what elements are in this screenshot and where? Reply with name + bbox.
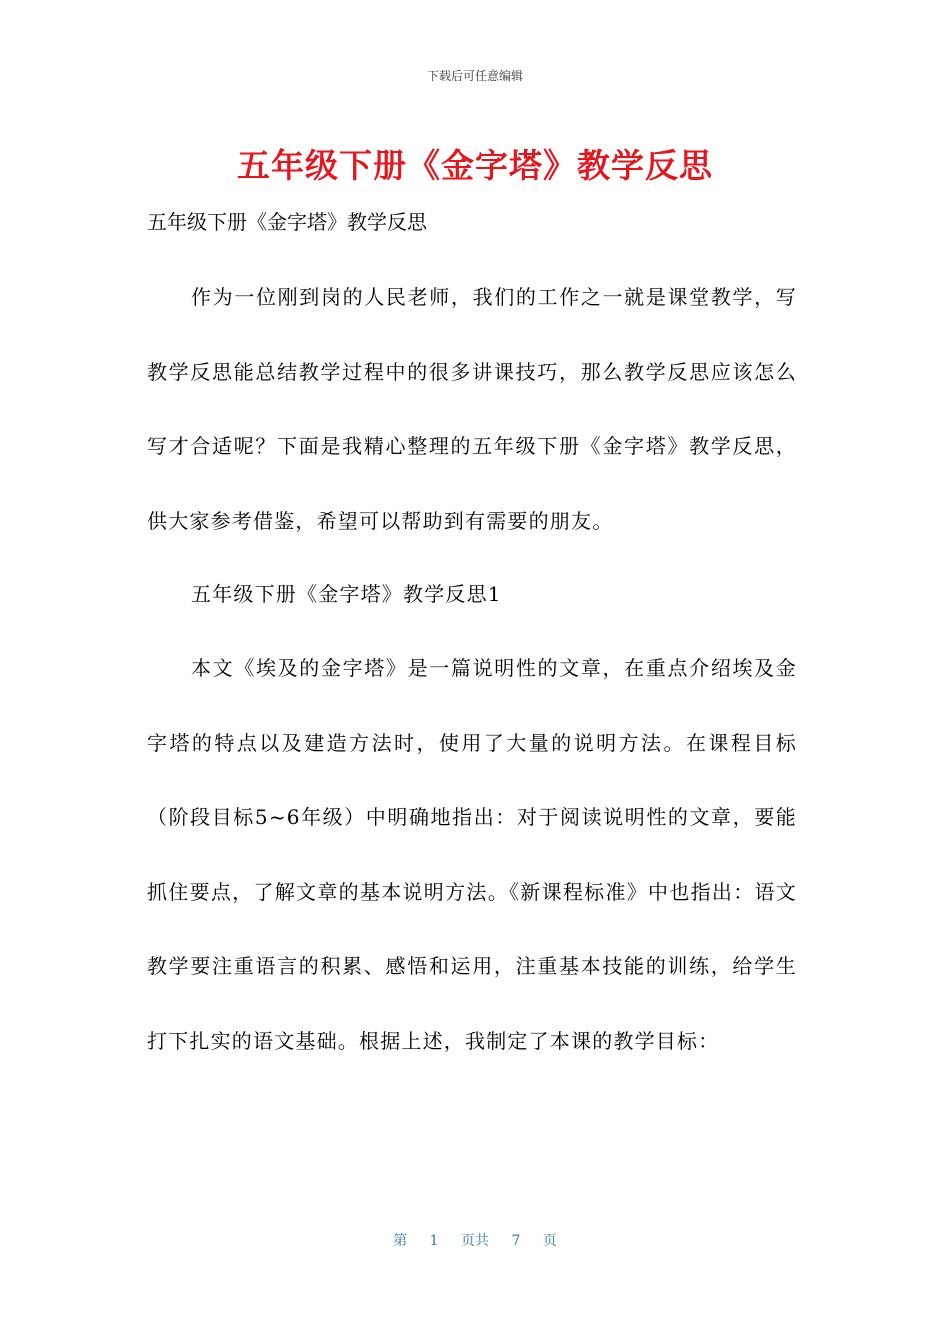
body-paragraph: 本文《埃及的金字塔》是一篇说明性的文章，在重点介绍埃及金字塔的特点以及建造方法时，使用了大量的说明方法。在课程目标（阶段目标5~6年级）中明确地指出：对于阅读说明性的文章，要能抓住要点，了解文章的基本说明方法。《新课程标准》中也指出：语文教学要注重语言的积累、感悟和运用，注重基本技能的训练，给学生打下扎实的语文基础。根据上述，我制定了本课的教学目标： <box>147 656 797 1053</box>
footer-page-suffix: 页 <box>542 1233 557 1249</box>
document-title: 五年级下册《金字塔》教学反思 <box>237 146 713 185</box>
document-subtitle: 五年级下册《金字塔》教学反思 <box>147 210 427 234</box>
section-heading: 五年级下册《金字塔》教学反思1 <box>191 582 502 606</box>
header-note: 下载后可任意编辑 <box>426 69 523 83</box>
intro-paragraph: 作为一位刚到岗的人民老师，我们的工作之一就是课堂教学，写教学反思能总结教学过程中的很多讲课技巧，那么教学反思应该怎么写才合适呢？下面是我精心整理的五年级下册《金字塔》教学反思，供大家参考借鉴，希望可以帮助到有需要的朋友。 <box>147 285 797 533</box>
footer-page-middle: 页共 <box>461 1233 489 1249</box>
page-footer <box>0 1230 950 1250</box>
footer-total-pages: 7 <box>511 1233 521 1249</box>
footer-page-number: 1 <box>429 1233 439 1249</box>
footer-page-prefix: 第 <box>393 1233 408 1249</box>
